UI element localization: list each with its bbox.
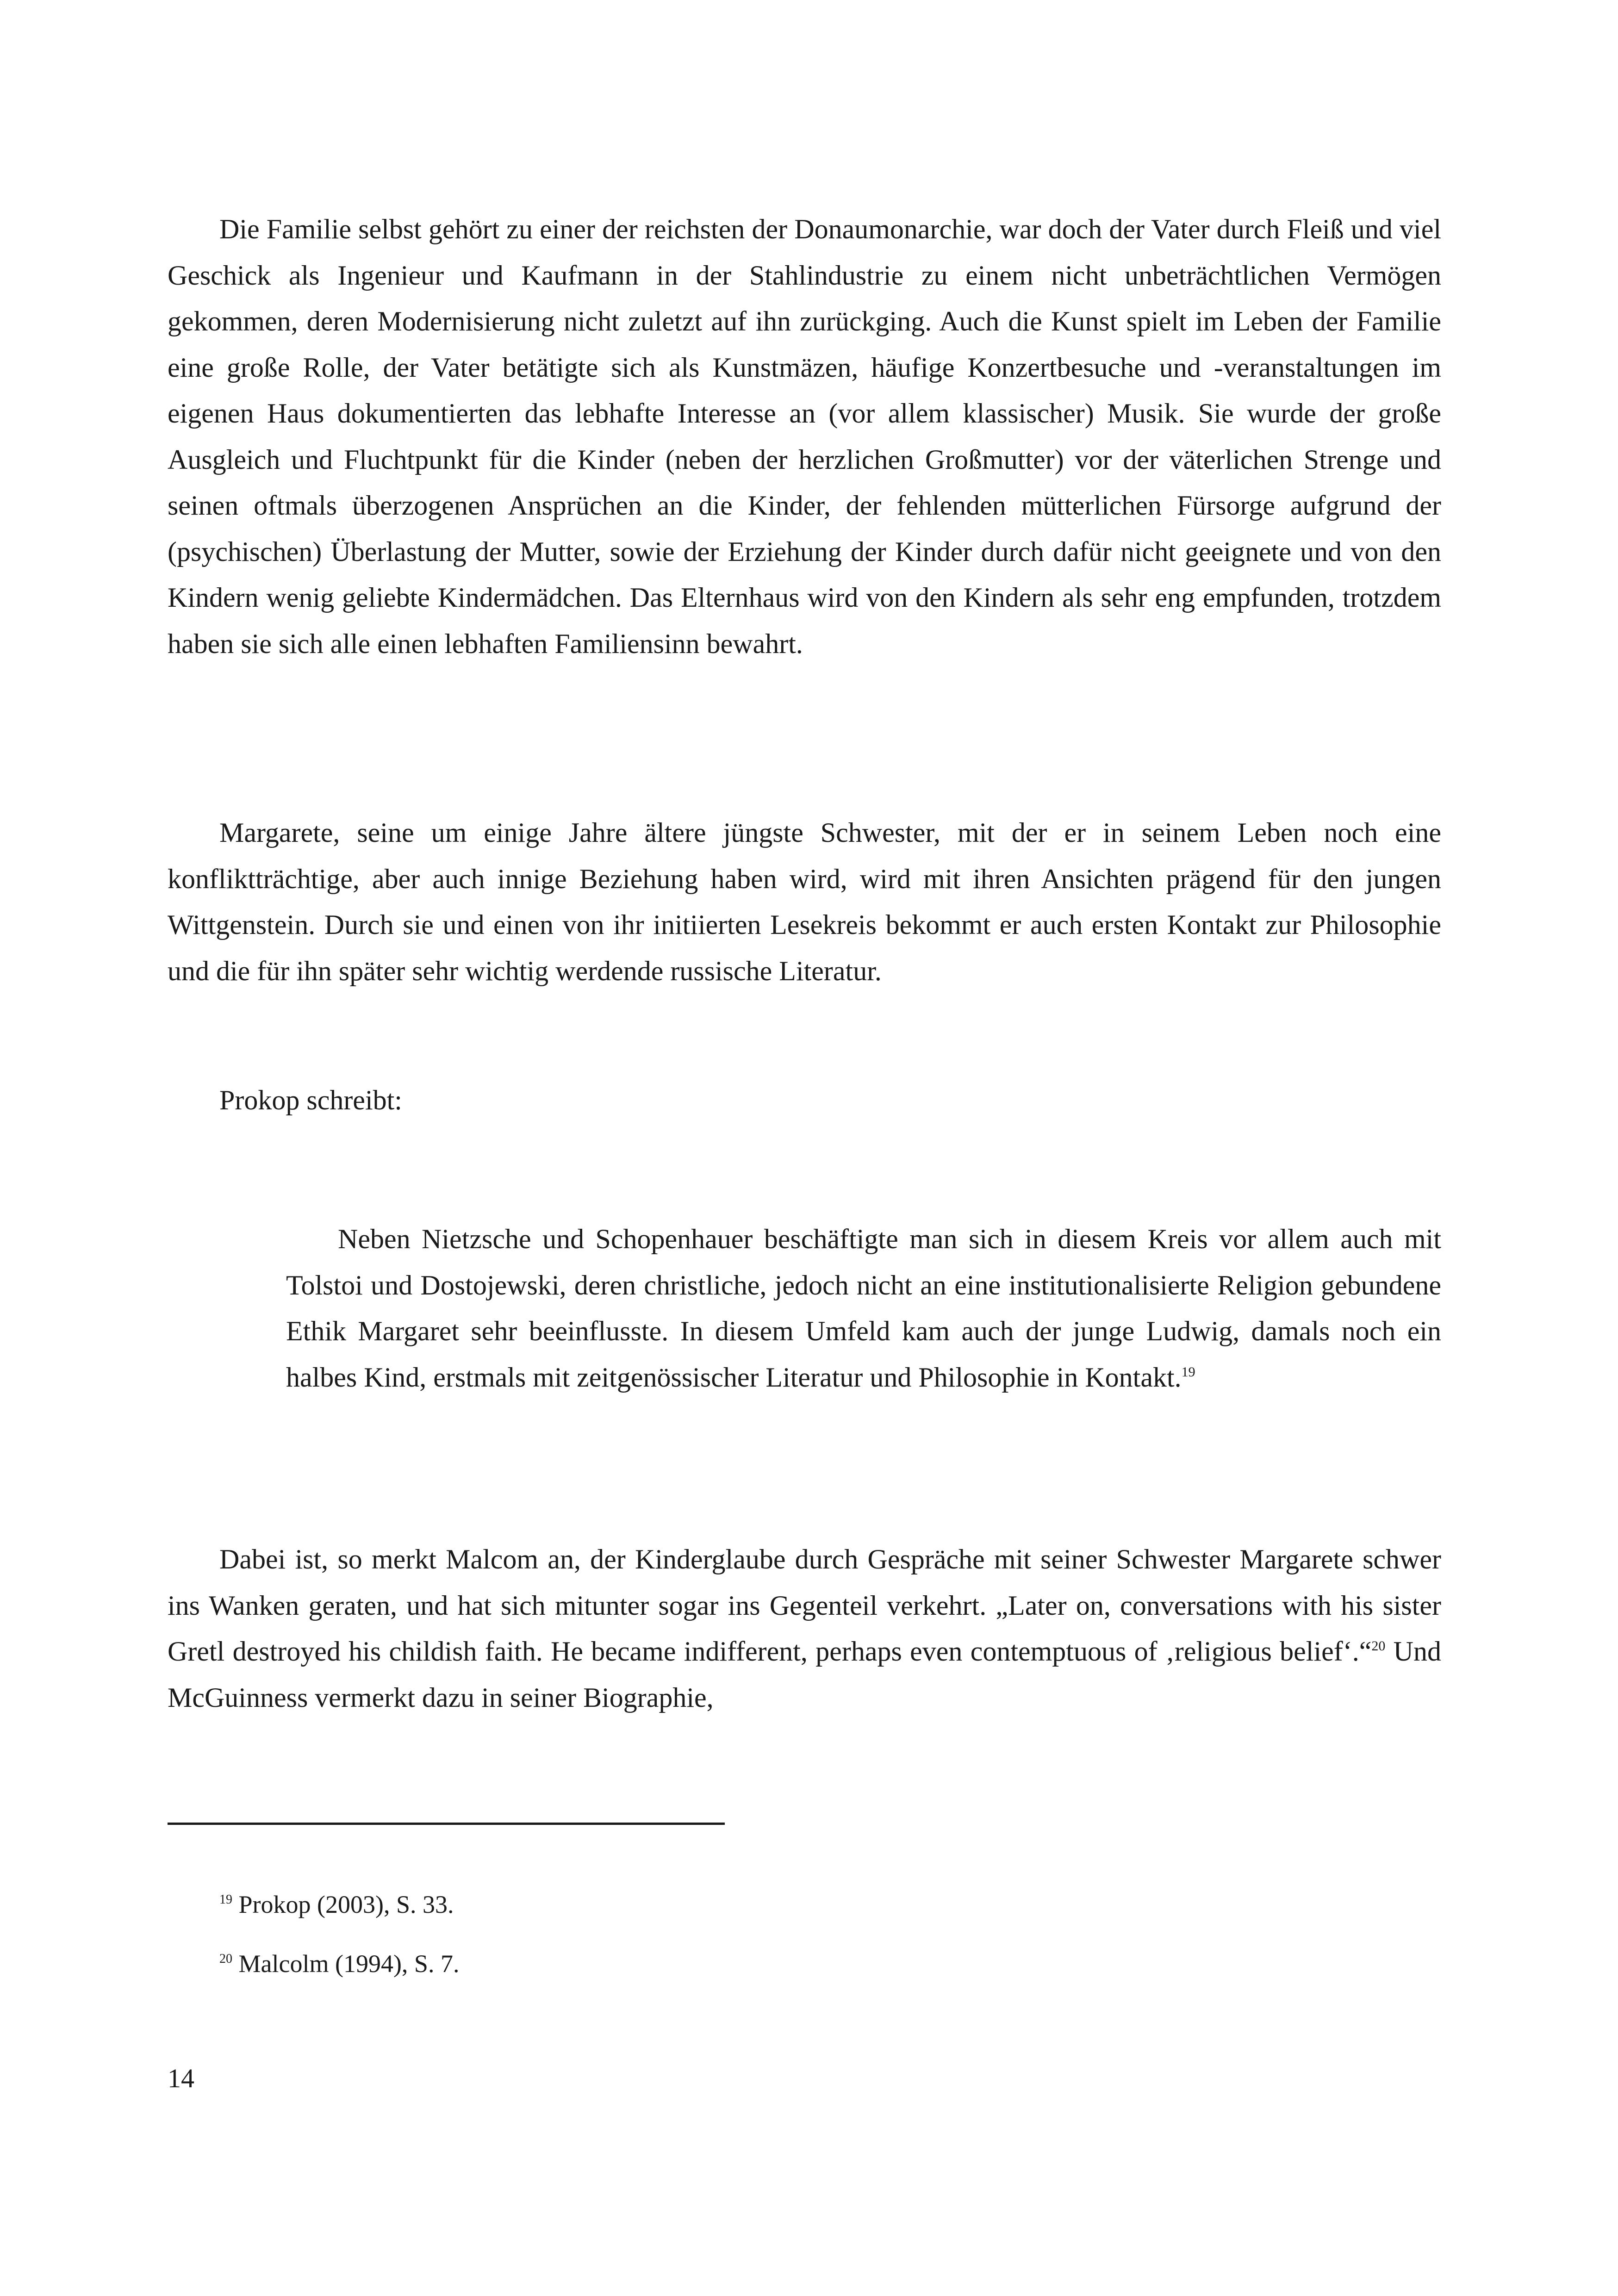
body-paragraph [168, 1537, 1441, 1721]
page-number: 14 [168, 2063, 194, 2093]
body-paragraph-text: Und McGuinness vermerkt dazu in seiner Biographie, [168, 1636, 1441, 1713]
footnote [219, 1948, 459, 1980]
footnote-reference: 19 [1181, 1364, 1195, 1380]
body-paragraph: Die Familie selbst gehört zu einer der reichsten der Donaumonarchie, war doch der Vater durch Fleiß und viel Geschick als Ingenieur und Kaufmann in der Stahlindustrie zu einem nicht unbeträchtlichen Vermögen gekommen, deren Modernisierung nicht zuletzt auf ihn zurückging. Auch die Kunst spielt im Leben der Familie eine große Rolle, der Vater betätigte sich als Kunstmäzen, häufige Konzertbesuche und -veranstaltungen im eigenen Haus dokumentierten das lebhafte Interesse an (vor allem klassischer) Musik. Sie wurde der große Ausgleich und Fluchtpunkt für die Kinder (neben der herzlichen Großmutter) vor der väterlichen Strenge und seinen oftmals überzogenen Ansprüchen an die Kinder, der fehlenden mütterlichen Fürsorge aufgrund der (psychischen) Überlastung der Mutter, sowie der Erziehung der Kinder durch dafür nicht geeignete und von den Kindern wenig geliebte Kindermädchen. Das Elternhaus wird von den Kindern als sehr eng empfunden, trotzdem haben sie sich alle einen lebhaften Familiensinn bewahrt. [168, 214, 1441, 659]
body-paragraph: Prokop schreibt: [219, 1085, 402, 1115]
footnote-reference: 20 [1371, 1638, 1386, 1654]
footnote-text: Prokop (2003), S. 33. [232, 1891, 454, 1918]
block-quote [286, 1216, 1441, 1400]
footnote-number: 19 [219, 1892, 232, 1907]
body-paragraph-text: Dabei ist, so merkt Malcom an, der Kinderglaube durch Gespräche mit seiner Schwester Margarete schwer ins Wanken geraten, und hat sich mitunter sogar ins Gegenteil verkehrt. „Later on, conversations with his sister Gretl destroyed his childish faith. He became indifferent, perhaps even contemptuous of ‚religious belief‘.“ [168, 1544, 1441, 1667]
footnote-number: 20 [219, 1952, 232, 1966]
footnote-text: Malcolm (1994), S. 7. [232, 1950, 460, 1978]
body-paragraph: Margarete, seine um einige Jahre ältere jüngste Schwester, mit der er in seinem Leben noch eine konfliktträchtige, aber auch innige Beziehung haben wird, wird mit ihren Ansichten prägend für den jungen Wittgenstein. Durch sie und einen von ihr initiierten Lesekreis bekommt er auch ersten Kontakt zur Philosophie und die für ihn später sehr wichtig werdende russische Literatur. [168, 817, 1441, 986]
footnote [219, 1888, 454, 1921]
footnote-separator [168, 1823, 725, 1825]
block-quote-text: Neben Nietzsche und Schopenhauer beschäftigte man sich in diesem Kreis vor allem auch mit Tolstoi und Dostojewski, deren christliche, jedoch nicht an eine institutionalisierte Religion gebundene Ethik Margaret sehr beeinflusste. In diesem Umfeld kam auch der junge Ludwig, damals noch ein halbes Kind, erstmals mit zeitgenössischer Literatur und Philosophie in Kontakt. [286, 1224, 1441, 1393]
